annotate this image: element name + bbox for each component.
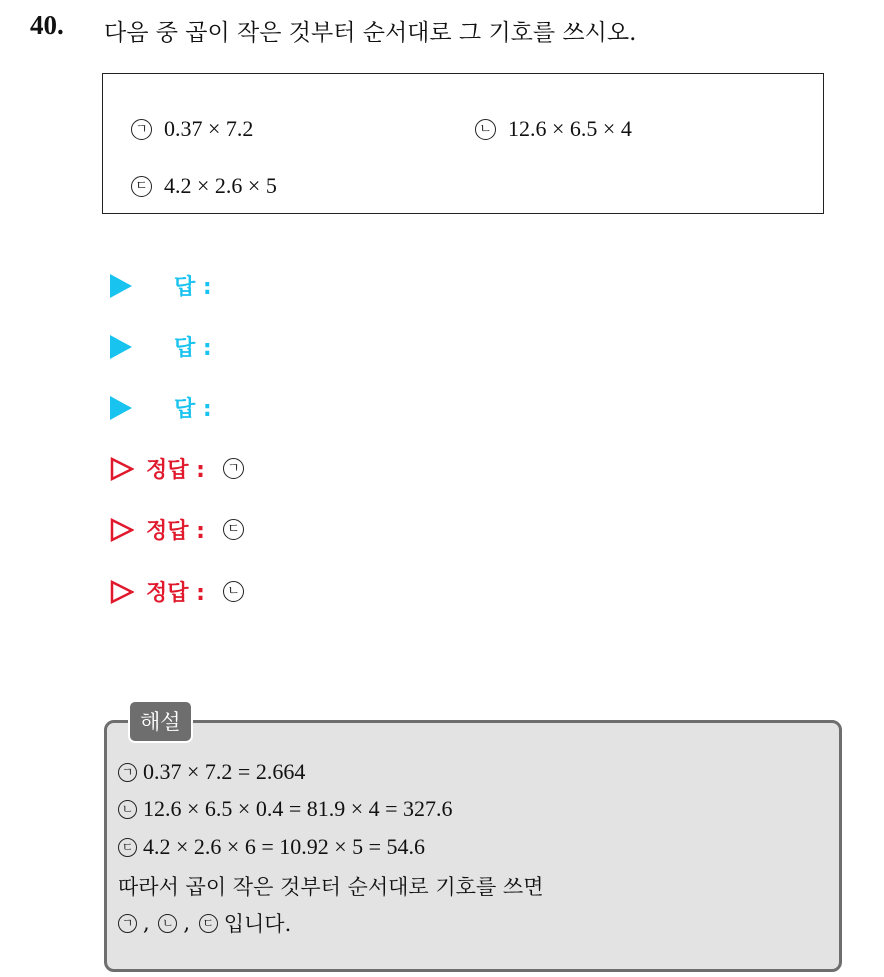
explanation-text: 0.37 × 7.2 = 2.664 (143, 759, 306, 784)
answer-row (110, 392, 212, 423)
correct-symbol: ㄱ (223, 458, 244, 479)
option-1 (131, 116, 253, 142)
correct-symbol: ㄷ (223, 519, 244, 540)
correct-symbol: ㄴ (223, 581, 244, 602)
option-2 (475, 116, 632, 142)
option-expression: 12.6 × 6.5 × 4 (508, 116, 632, 141)
explanation-line (118, 796, 453, 822)
explanation-conclusion-answer (118, 908, 291, 938)
explanation-text: 12.6 × 6.5 × 0.4 = 81.9 × 4 = 327.6 (143, 796, 453, 821)
conclusion-symbol: ㄱ (118, 914, 137, 933)
separator: , (183, 911, 197, 935)
outline-triangle-icon (110, 457, 134, 481)
explanation-text: 4.2 × 2.6 × 6 = 10.92 × 5 = 54.6 (143, 834, 426, 859)
question-number: 40. (30, 10, 64, 40)
correct-label: 정답 : (146, 519, 205, 544)
explanation-conclusion: 따라서 곱이 작은 것부터 순서대로 기호를 쓰면 (118, 875, 544, 899)
outline-triangle-icon (110, 518, 134, 542)
explanation-symbol: ㄱ (118, 763, 137, 782)
correct-label: 정답 : (146, 458, 205, 483)
explanation-symbol: ㄷ (118, 838, 137, 857)
correct-answer-row (110, 576, 256, 607)
option-3 (131, 173, 277, 199)
answer-label: 답 : (174, 397, 212, 422)
explanation-line (118, 834, 425, 860)
options-box (102, 73, 824, 214)
option-expression: 0.37 × 7.2 (164, 116, 254, 141)
option-symbol: ㄱ (131, 119, 152, 140)
separator: , (143, 911, 157, 935)
explanation-line (118, 759, 305, 785)
play-icon (110, 335, 132, 359)
answer-label: 답 : (174, 336, 212, 361)
answer-row (110, 331, 212, 362)
outline-triangle-icon (110, 580, 134, 604)
conclusion-symbol: ㄷ (199, 914, 218, 933)
question-text: 다음 중 곱이 작은 것부터 순서대로 그 기호를 쓰시오. (104, 20, 637, 46)
option-symbol: ㄴ (475, 119, 496, 140)
explanation-symbol: ㄴ (118, 800, 137, 819)
explanation-title: 해설 (128, 700, 193, 743)
correct-answer-row (110, 453, 256, 484)
option-expression: 4.2 × 2.6 × 5 (164, 173, 277, 198)
play-icon (110, 274, 132, 298)
conclusion-symbol: ㄴ (158, 914, 177, 933)
answer-row (110, 270, 212, 301)
play-icon (110, 396, 132, 420)
correct-label: 정답 : (146, 581, 205, 606)
correct-answer-row (110, 514, 256, 545)
option-symbol: ㄷ (131, 176, 152, 197)
conclusion-suffix: 입니다. (223, 912, 292, 936)
answer-label: 답 : (174, 275, 212, 300)
